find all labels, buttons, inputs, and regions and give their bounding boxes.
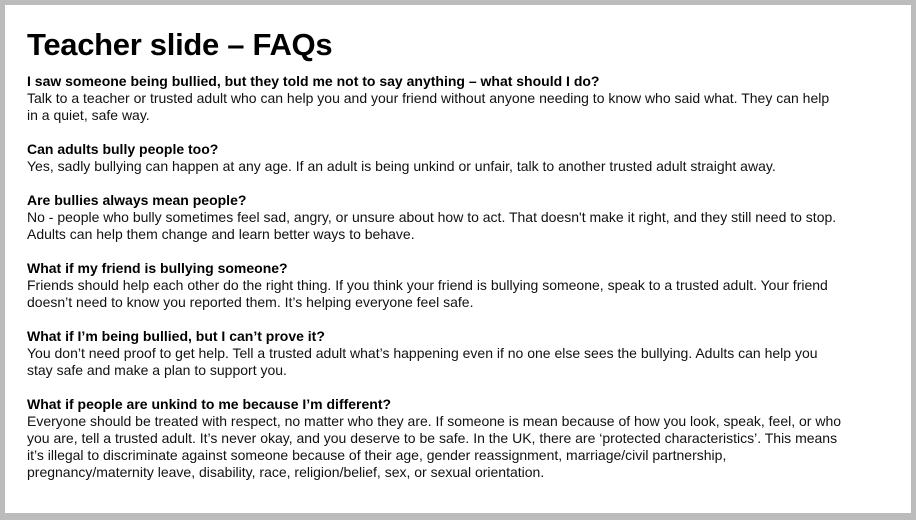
faq-question: I saw someone being bullied, but they told me not to say anything – what should I do? xyxy=(27,73,600,89)
faq-answer-line: it’s illegal to discriminate against someone because of their age, gender reassignment, marriage/civil partnership, xyxy=(27,447,727,463)
faq-list xyxy=(27,73,897,498)
faq-answer-line: in a quiet, safe way. xyxy=(27,107,150,123)
faq-item xyxy=(27,260,897,311)
faq-answer-line: Everyone should be treated with respect, no matter who they are. If someone is mean because of how you look, speak, feel, or who xyxy=(27,413,842,429)
faq-item xyxy=(27,396,897,481)
faq-answer-line: pregnancy/maternity leave, disability, race, religion/belief, sex, or sexual orientation. xyxy=(27,464,545,480)
faq-answer-line: stay safe and make a plan to support you. xyxy=(27,362,287,378)
faq-question: What if my friend is bullying someone? xyxy=(27,260,288,276)
faq-answer-line: You don’t need proof to get help. Tell a trusted adult what’s happening even if no one else sees the bullying. Adults can help you xyxy=(27,345,818,361)
faq-answer-line: Adults can help them change and learn better ways to behave. xyxy=(27,226,415,242)
slide-title: Teacher slide – FAQs xyxy=(27,27,333,62)
faq-answer-line: Talk to a teacher or trusted adult who can help you and your friend without anyone needing to know who said what. They can help xyxy=(27,90,830,106)
faq-item xyxy=(27,328,897,379)
slide xyxy=(5,5,911,513)
faq-item xyxy=(27,73,897,124)
faq-answer-line: Yes, sadly bullying can happen at any age. If an adult is being unkind or unfair, talk to another trusted adult straight away. xyxy=(27,158,776,174)
faq-answer-line: Friends should help each other do the right thing. If you think your friend is bullying someone, speak to a trusted adult. Your friend xyxy=(27,277,828,293)
faq-answer-line: No - people who bully sometimes feel sad, angry, or unsure about how to act. That doesn't make it right, and they still need to stop. xyxy=(27,209,837,225)
faq-answer-line: doesn’t need to know you reported them. It’s helping everyone feel safe. xyxy=(27,294,474,310)
faq-question: What if people are unkind to me because I’m different? xyxy=(27,396,392,412)
faq-item xyxy=(27,141,897,175)
faq-question: Can adults bully people too? xyxy=(27,141,219,157)
faq-question: What if I’m being bullied, but I can’t prove it? xyxy=(27,328,325,344)
faq-item xyxy=(27,192,897,243)
faq-question: Are bullies always mean people? xyxy=(27,192,247,208)
faq-answer-line: you are, tell a trusted adult. It’s never okay, and you deserve to be safe. In the UK, there are ‘protected characteristics’. This means xyxy=(27,430,838,446)
